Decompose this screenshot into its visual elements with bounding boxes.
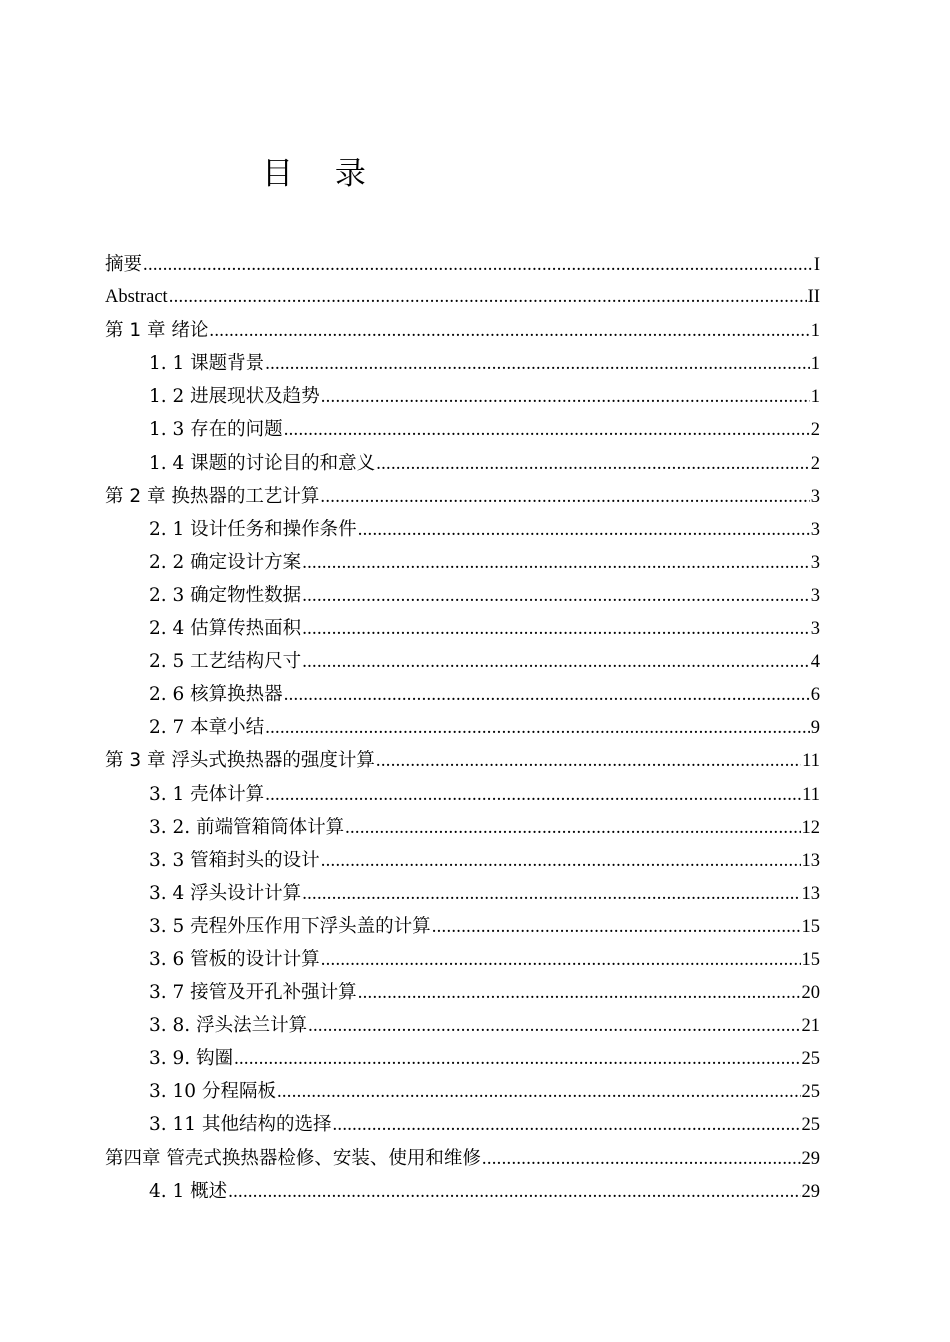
toc-entry-label: 3. 6 管板的设计计算 xyxy=(149,948,320,970)
dot-leader xyxy=(320,481,809,514)
toc-entry-label: 3. 4 浮头设计计算 xyxy=(149,882,302,904)
dot-leader xyxy=(432,911,801,944)
toc-page-number: 15 xyxy=(801,949,820,970)
dot-leader xyxy=(302,646,810,679)
toc-page-number: 29 xyxy=(801,1181,820,1202)
toc-entry[interactable] xyxy=(105,447,820,480)
toc-list xyxy=(105,248,820,1208)
toc-page-number: 1 xyxy=(810,321,820,342)
toc-page-number: 11 xyxy=(802,784,820,805)
dot-leader xyxy=(302,547,810,580)
toc-entry[interactable] xyxy=(105,910,820,943)
toc-entry[interactable] xyxy=(105,1009,820,1042)
dot-leader xyxy=(234,1043,800,1076)
toc-entry[interactable] xyxy=(105,281,820,314)
toc-page-number: 12 xyxy=(801,817,820,838)
toc-entry[interactable] xyxy=(105,347,820,380)
toc-entry[interactable] xyxy=(105,943,820,976)
toc-page-number: 1 xyxy=(810,354,820,375)
toc-entry[interactable] xyxy=(105,844,820,877)
dot-leader xyxy=(284,679,810,712)
dot-leader xyxy=(308,1010,800,1043)
toc-entry-label: 第 3 章 浮头式换热器的强度计算 xyxy=(105,750,375,772)
toc-page-number: 11 xyxy=(802,751,820,772)
dot-leader xyxy=(321,944,801,977)
toc-entry-label: Abstract xyxy=(105,287,168,308)
dot-leader xyxy=(265,712,810,745)
toc-entry-label: 摘要 xyxy=(105,254,143,275)
toc-entry[interactable] xyxy=(105,1142,820,1175)
toc-entry-label: 2. 4 估算传热面积 xyxy=(149,618,302,640)
toc-entry-label: 3. 1 壳体计算 xyxy=(149,783,265,805)
dot-leader xyxy=(302,613,810,646)
dot-leader xyxy=(376,745,801,778)
dot-leader xyxy=(302,580,810,613)
toc-page-number: 15 xyxy=(801,916,820,937)
toc-page-number: 9 xyxy=(810,718,820,739)
toc-entry[interactable] xyxy=(105,645,820,678)
toc-entry-label: 2. 5 工艺结构尺寸 xyxy=(149,651,302,673)
dot-leader xyxy=(265,348,810,381)
dot-leader xyxy=(376,448,810,481)
toc-entry[interactable] xyxy=(105,546,820,579)
toc-page-number: 20 xyxy=(801,983,820,1004)
toc-entry[interactable] xyxy=(105,1108,820,1141)
toc-entry[interactable] xyxy=(105,976,820,1009)
toc-entry[interactable] xyxy=(105,778,820,811)
toc-page-number: I xyxy=(813,255,820,275)
toc-page-number: 2 xyxy=(810,420,820,441)
dot-leader xyxy=(143,249,813,282)
toc-entry[interactable] xyxy=(105,711,820,744)
toc-entry[interactable] xyxy=(105,744,820,777)
toc-entry-label: 2. 3 确定物性数据 xyxy=(149,584,302,606)
dot-leader xyxy=(321,845,801,878)
toc-entry-label: 2. 6 核算换热器 xyxy=(149,684,283,706)
toc-entry[interactable] xyxy=(105,513,820,546)
dot-leader xyxy=(358,977,801,1010)
toc-page-number: II xyxy=(807,287,820,308)
toc-entry-label: 3. 11 其他结构的选择 xyxy=(149,1114,332,1136)
toc-entry[interactable] xyxy=(105,612,820,645)
toc-entry-label: 第四章 管壳式换热器检修、安装、使用和维修 xyxy=(105,1147,481,1169)
toc-page-number: 6 xyxy=(810,685,820,706)
toc-page-number: 1 xyxy=(810,387,820,408)
toc-page-number: 21 xyxy=(801,1016,820,1037)
dot-leader xyxy=(284,414,810,447)
toc-entry[interactable] xyxy=(105,579,820,612)
toc-page-number: 29 xyxy=(801,1148,820,1169)
dot-leader xyxy=(345,812,800,845)
dot-leader xyxy=(277,1076,801,1109)
dot-leader xyxy=(302,878,800,911)
toc-entry-label: 4. 1 概述 xyxy=(149,1180,228,1202)
toc-entry-label: 3. 3 管箱封头的设计 xyxy=(149,849,320,871)
toc-entry[interactable] xyxy=(105,877,820,910)
dot-leader xyxy=(321,381,810,414)
toc-entry-label: 第 2 章 换热器的工艺计算 xyxy=(105,485,320,507)
toc-page-number: 25 xyxy=(801,1082,820,1103)
toc-page-number: 25 xyxy=(801,1115,820,1136)
dot-leader xyxy=(265,779,801,812)
toc-entry-label: 1. 2 进展现状及趋势 xyxy=(149,386,320,408)
toc-entry-label: 1. 1 课题背景 xyxy=(149,353,265,375)
toc-entry[interactable] xyxy=(105,480,820,513)
toc-entry[interactable] xyxy=(105,380,820,413)
toc-page-number: 2 xyxy=(810,453,820,474)
toc-entry-label: 2. 1 设计任务和操作条件 xyxy=(149,518,357,540)
toc-entry-label: 1. 3 存在的问题 xyxy=(149,419,283,441)
toc-page-number: 13 xyxy=(801,883,820,904)
toc-entry[interactable] xyxy=(105,1175,820,1208)
toc-page-number: 25 xyxy=(801,1049,820,1070)
dot-leader xyxy=(482,1143,801,1176)
toc-entry[interactable] xyxy=(105,314,820,347)
toc-page-number: 3 xyxy=(810,486,820,507)
toc-entry-label: 3. 7 接管及开孔补强计算 xyxy=(149,982,357,1004)
toc-page-number: 3 xyxy=(810,585,820,606)
toc-entry-label: 1. 4 课题的讨论目的和意义 xyxy=(149,452,376,474)
toc-entry-label: 3. 9. 钩圈 xyxy=(149,1048,234,1070)
toc-page-number: 4 xyxy=(810,652,820,673)
toc-entry-label: 3. 10 分程隔板 xyxy=(149,1081,276,1103)
toc-entry[interactable] xyxy=(105,1042,820,1075)
toc-entry[interactable] xyxy=(105,248,820,281)
dot-leader xyxy=(209,315,809,348)
toc-entry[interactable] xyxy=(105,413,820,446)
toc-entry-label: 2. 2 确定设计方案 xyxy=(149,551,302,573)
dot-leader xyxy=(332,1109,800,1142)
toc-entry[interactable] xyxy=(105,678,820,711)
toc-entry[interactable] xyxy=(105,811,820,844)
toc-page-number: 3 xyxy=(810,619,820,640)
toc-page-number: 13 xyxy=(801,850,820,871)
toc-entry-label: 3. 2. 前端管箱筒体计算 xyxy=(149,816,345,838)
toc-entry-label: 3. 8. 浮头法兰计算 xyxy=(149,1015,308,1037)
toc-entry-label: 3. 5 壳程外压作用下浮头盖的计算 xyxy=(149,915,431,937)
toc-entry[interactable] xyxy=(105,1075,820,1108)
toc-title: 目 录 xyxy=(262,156,382,192)
toc-entry-label: 2. 7 本章小结 xyxy=(149,717,265,739)
dot-leader xyxy=(228,1176,800,1209)
dot-leader xyxy=(358,514,810,547)
toc-page-number: 3 xyxy=(810,519,820,540)
dot-leader xyxy=(169,281,807,314)
toc-entry-label: 第 1 章 绪论 xyxy=(105,320,209,342)
toc-page-number: 3 xyxy=(810,552,820,573)
